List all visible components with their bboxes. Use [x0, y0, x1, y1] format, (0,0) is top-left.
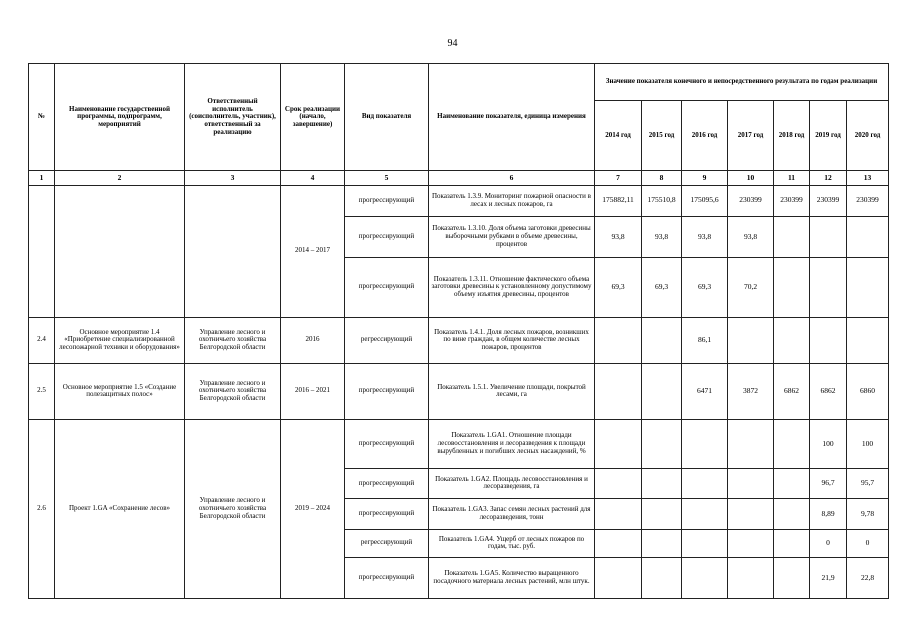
value-cell	[642, 419, 682, 468]
value-cell: 0	[810, 529, 847, 557]
value-cell	[847, 257, 889, 317]
column-number: 5	[345, 171, 429, 185]
value-cell	[642, 498, 682, 529]
header-year: 2018 год	[774, 101, 810, 171]
value-cell	[595, 498, 642, 529]
column-number: 9	[682, 171, 728, 185]
value-cell	[642, 529, 682, 557]
value-cell: 175095,6	[682, 185, 728, 216]
value-cell: 22,8	[847, 557, 889, 598]
header-year: 2015 год	[642, 101, 682, 171]
value-cell: 230399	[847, 185, 889, 216]
indicator-type: прогрессирующий	[345, 216, 429, 257]
indicator-name: Показатель 1.5.1. Увеличение площади, покрытой лесами, га	[429, 363, 595, 419]
table-row	[29, 317, 889, 363]
value-cell: 95,7	[847, 469, 889, 499]
header-values-group: Значение показателя конечного и непосредственного результата по годам реализации	[595, 64, 889, 101]
row-period: 2014 – 2017	[281, 185, 345, 317]
value-cell	[774, 419, 810, 468]
header-executor: Ответственный исполнитель (соисполнитель, участник), ответственный за реализацию	[185, 64, 281, 171]
table-row	[29, 185, 889, 216]
indicator-table	[28, 63, 889, 599]
value-cell: 100	[810, 419, 847, 468]
value-cell	[682, 498, 728, 529]
header-year: 2019 год	[810, 101, 847, 171]
indicator-type: регрессирующий	[345, 317, 429, 363]
value-cell: 6862	[810, 363, 847, 419]
value-cell: 3872	[728, 363, 774, 419]
row-period: 2019 – 2024	[281, 419, 345, 598]
value-cell: 69,3	[642, 257, 682, 317]
value-cell	[728, 419, 774, 468]
value-cell: 230399	[728, 185, 774, 216]
header-indicator-name: Наименование показателя, единица измерения	[429, 64, 595, 171]
value-cell: 9,78	[847, 498, 889, 529]
row-program	[55, 185, 185, 317]
value-cell	[642, 317, 682, 363]
value-cell: 0	[847, 529, 889, 557]
value-cell: 70,2	[728, 257, 774, 317]
value-cell: 100	[847, 419, 889, 468]
row-no: 2.5	[29, 363, 55, 419]
value-cell	[682, 557, 728, 598]
row-executor	[185, 185, 281, 317]
value-cell	[810, 216, 847, 257]
column-number: 1	[29, 171, 55, 185]
value-cell	[682, 529, 728, 557]
row-executor: Управление лесного и охотничьего хозяйства Белгородской области	[185, 363, 281, 419]
value-cell	[642, 557, 682, 598]
value-cell	[774, 557, 810, 598]
indicator-name: Показатель 1.GA4. Ущерб от лесных пожаров по годам, тыс. руб.	[429, 529, 595, 557]
value-cell	[810, 257, 847, 317]
row-period: 2016 – 2021	[281, 363, 345, 419]
value-cell	[774, 469, 810, 499]
header-year: 2020 год	[847, 101, 889, 171]
indicator-name: Показатель 1.4.1. Доля лесных пожаров, возникших по вине граждан, в общем количестве лесных пожаров, процентов	[429, 317, 595, 363]
table-row	[29, 419, 889, 468]
header-program: Наименование государственной программы, подпрограмм, мероприятий	[55, 64, 185, 171]
value-cell	[774, 498, 810, 529]
value-cell: 93,8	[728, 216, 774, 257]
row-period: 2016	[281, 317, 345, 363]
value-cell	[728, 469, 774, 499]
value-cell	[595, 419, 642, 468]
header-year: 2014 год	[595, 101, 642, 171]
column-number: 8	[642, 171, 682, 185]
value-cell: 6471	[682, 363, 728, 419]
header-year: 2017 год	[728, 101, 774, 171]
value-cell: 175882,11	[595, 185, 642, 216]
value-cell	[595, 363, 642, 419]
indicator-name: Показатель 1.3.9. Мониторинг пожарной опасности в лесах и лесных пожаров, га	[429, 185, 595, 216]
row-no: 2.6	[29, 419, 55, 598]
value-cell: 230399	[774, 185, 810, 216]
indicator-name: Показатель 1.3.11. Отношение фактического объема заготовки древесины к установленному допустимому объему изъятия древесины, процентов	[429, 257, 595, 317]
value-cell	[642, 363, 682, 419]
value-cell	[847, 216, 889, 257]
column-number: 6	[429, 171, 595, 185]
indicator-name: Показатель 1.GA3. Запас семян лесных растений для лесоразведения, тонн	[429, 498, 595, 529]
value-cell: 93,8	[682, 216, 728, 257]
value-cell: 86,1	[682, 317, 728, 363]
row-program: Проект 1.GA «Сохранение лесов»	[55, 419, 185, 598]
column-number: 11	[774, 171, 810, 185]
indicator-type: прогрессирующий	[345, 363, 429, 419]
value-cell	[595, 557, 642, 598]
value-cell: 93,8	[642, 216, 682, 257]
column-number: 10	[728, 171, 774, 185]
header-no: №	[29, 64, 55, 171]
value-cell: 96,7	[810, 469, 847, 499]
indicator-type: прогрессирующий	[345, 469, 429, 499]
row-no: 2.4	[29, 317, 55, 363]
value-cell: 6862	[774, 363, 810, 419]
row-executor: Управление лесного и охотничьего хозяйства Белгородской области	[185, 419, 281, 598]
header-period: Срок реализации (начало, завершение)	[281, 64, 345, 171]
row-no	[29, 185, 55, 317]
header-indicator-type: Вид показателя	[345, 64, 429, 171]
value-cell	[728, 498, 774, 529]
indicator-name: Показатель 1.GA5. Количество выращенного посадочного материала лесных растений, млн штук.	[429, 557, 595, 598]
value-cell	[682, 419, 728, 468]
value-cell: 230399	[810, 185, 847, 216]
row-executor: Управление лесного и охотничьего хозяйства Белгородской области	[185, 317, 281, 363]
value-cell	[642, 469, 682, 499]
value-cell	[728, 317, 774, 363]
value-cell	[682, 469, 728, 499]
indicator-type: прогрессирующий	[345, 419, 429, 468]
row-program: Основное мероприятие 1.4 «Приобретение специализированной лесопожарной техники и оборудования»	[55, 317, 185, 363]
value-cell: 175510,8	[642, 185, 682, 216]
indicator-name: Показатель 1.GA1. Отношение площади лесовосстановления и лесоразведения к площади вырубленных и погибших лесных насаждений, %	[429, 419, 595, 468]
column-number: 12	[810, 171, 847, 185]
indicator-type: прогрессирующий	[345, 185, 429, 216]
indicator-type: прогрессирующий	[345, 557, 429, 598]
value-cell	[810, 317, 847, 363]
indicator-type: прогрессирующий	[345, 257, 429, 317]
column-number: 2	[55, 171, 185, 185]
indicator-type: прогрессирующий	[345, 498, 429, 529]
value-cell	[774, 257, 810, 317]
column-number: 3	[185, 171, 281, 185]
page-number: 94	[447, 38, 458, 49]
column-number: 7	[595, 171, 642, 185]
value-cell	[847, 317, 889, 363]
value-cell	[774, 317, 810, 363]
value-cell: 69,3	[682, 257, 728, 317]
value-cell	[595, 469, 642, 499]
value-cell	[595, 529, 642, 557]
indicator-name: Показатель 1.3.10. Доля объема заготовки древесины выборочными рубками в объеме древесины, процентов	[429, 216, 595, 257]
column-number: 13	[847, 171, 889, 185]
value-cell	[774, 216, 810, 257]
indicator-name: Показатель 1.GA2. Площадь лесовосстановления и лесоразведения, га	[429, 469, 595, 499]
row-program: Основное мероприятие 1.5 «Создание полезащитных полос»	[55, 363, 185, 419]
value-cell	[728, 557, 774, 598]
indicator-type: регрессирующий	[345, 529, 429, 557]
value-cell: 8,89	[810, 498, 847, 529]
value-cell	[595, 317, 642, 363]
value-cell	[728, 529, 774, 557]
value-cell: 6860	[847, 363, 889, 419]
header-year: 2016 год	[682, 101, 728, 171]
table-row	[29, 363, 889, 419]
value-cell	[774, 529, 810, 557]
value-cell: 69,3	[595, 257, 642, 317]
value-cell: 93,8	[595, 216, 642, 257]
column-number: 4	[281, 171, 345, 185]
value-cell: 21,9	[810, 557, 847, 598]
